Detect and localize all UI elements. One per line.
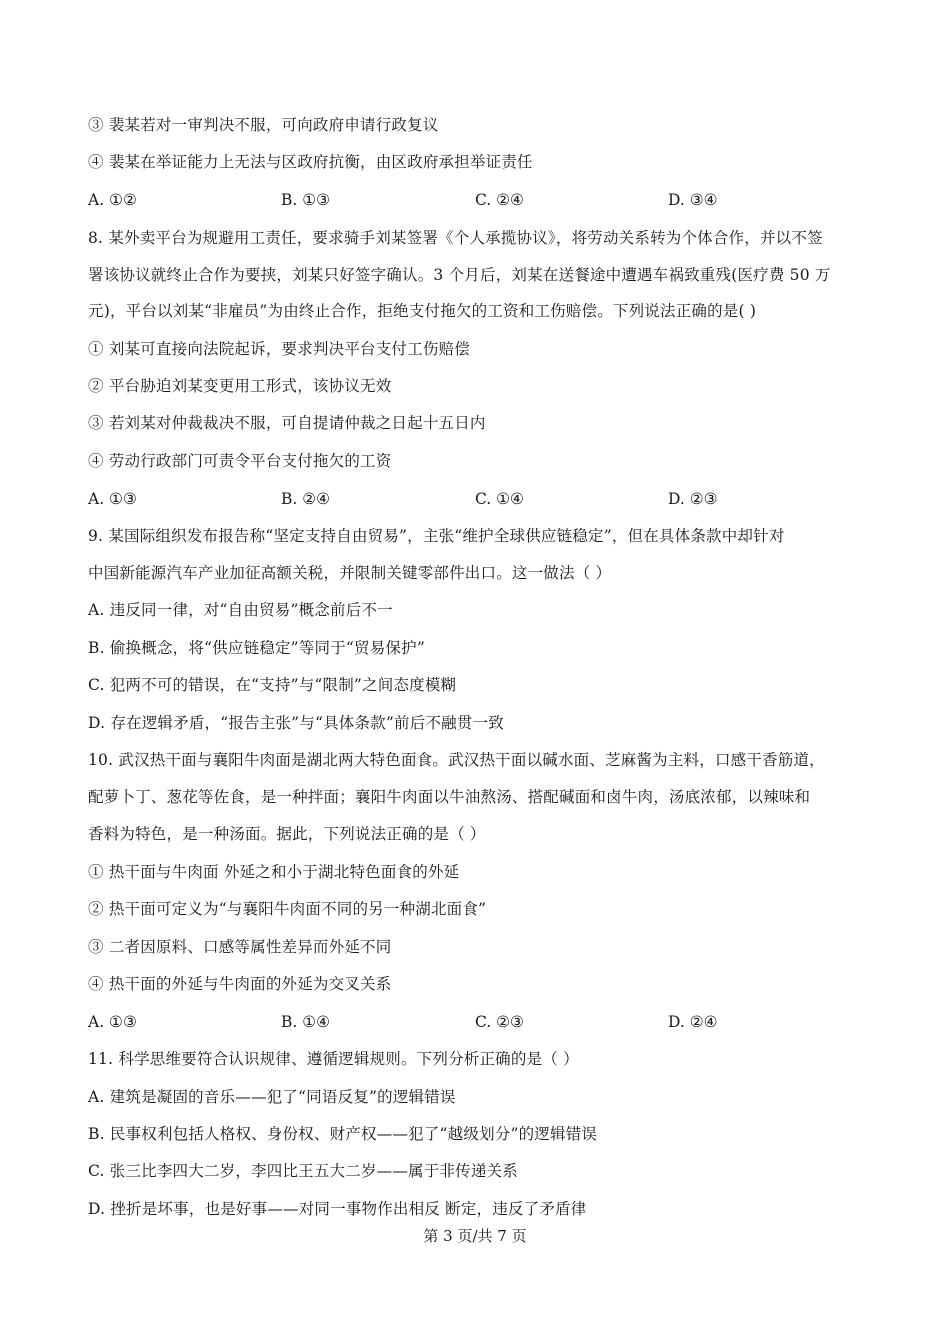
q11-option-c: C. 张三比李四大二岁，李四比王五大二岁——属于非传递关系 (88, 1162, 518, 1180)
q9-option-d: D. 存在逻辑矛盾，“报告主张”与“具体条款”前后不融贯一致 (88, 714, 504, 732)
q9-stem-line-2: 中国新能源汽车产业加征高额关税，并限制关键零部件出口。这一做法（ ） (88, 564, 612, 582)
option-c: C. ②④ (475, 191, 524, 209)
option-b: B. ①④ (281, 1013, 331, 1031)
q9-option-a: A. 违反同一律，对“自由贸易”概念前后不一 (88, 601, 393, 619)
q9-option-c: C. 犯两不可的错误，在“支持”与“限制”之间态度模糊 (88, 676, 457, 694)
q8-statement-1: ① 刘某可直接向法院起诉，要求判决平台支付工伤赔偿 (88, 340, 470, 358)
q7-statement-4: ④ 裴某在举证能力上无法与区政府抗衡，由区政府承担举证责任 (88, 153, 533, 171)
q10-statement-4: ④ 热干面的外延与牛肉面的外延为交叉关系 (88, 975, 392, 993)
q8-options (88, 489, 908, 509)
q9-stem-line-1: 9. 某国际组织发布报告称“坚定支持自由贸易”，主张“维护全球供应链稳定”，但在具体条款中却针对 (88, 527, 785, 545)
q8-statement-2: ② 平台胁迫刘某变更用工形式，该协议无效 (88, 377, 392, 395)
q10-stem-line-2: 配萝卜丁、葱花等佐食，是一种拌面；襄阳牛肉面以牛油熬汤、搭配碱面和卤牛肉，汤底浓郁，以辣味和 (88, 788, 811, 806)
q9-option-b: B. 偷换概念，将“供应链稳定”等同于“贸易保护” (88, 639, 425, 657)
q8-stem-line-3: 元)，平台以刘某“非雇员”为由终止合作，拒绝支付拖欠的工资和工伤赔偿。下列说法正确的是( ) (88, 302, 757, 320)
option-a: A. ①② (88, 191, 137, 209)
q11-stem: 11. 科学思维要符合认识规律、遵循逻辑规则。下列分析正确的是（ ） (88, 1050, 579, 1068)
q10-statement-1: ① 热干面与牛肉面 外延之和小于湖北特色面食的外延 (88, 863, 460, 881)
q10-stem-line-3: 香料为特色，是一种汤面。据此，下列说法正确的是（ ） (88, 825, 486, 843)
option-c: C. ①④ (475, 490, 524, 508)
q8-stem-line-2: 署该协议就终止合作为要挟，刘某只好签字确认。3 个月后，刘某在送餐途中遭遇车祸致重残(医疗费 50 万 (88, 266, 831, 284)
q10-statement-3: ③ 二者因原料、口感等属性差异而外延不同 (88, 938, 392, 956)
q10-options (88, 1012, 908, 1032)
q10-stem-line-1: 10. 武汉热干面与襄阳牛肉面是湖北两大特色面食。武汉热干面以碱水面、芝麻酱为主料，口感干香筋道， (88, 751, 825, 769)
q10-statement-2: ② 热干面可定义为“与襄阳牛肉面不同的另一种湖北面食” (88, 900, 487, 918)
q8-stem-line-1: 8. 某外卖平台为规避用工责任，要求骑手刘某签署《个人承揽协议》，将劳动关系转为个体合作，并以不签 (88, 229, 823, 247)
q7-statement-3: ③ 裴某若对一审判决不服，可向政府申请行政复议 (88, 116, 439, 134)
q11-option-b: B. 民事权利包括人格权、身份权、财产权——犯了“越级划分”的逻辑错误 (88, 1125, 598, 1143)
option-d: D. ②③ (668, 490, 718, 508)
q8-statement-4: ④ 劳动行政部门可责令平台支付拖欠的工资 (88, 452, 392, 470)
option-c: C. ②③ (475, 1013, 524, 1031)
option-b: B. ②④ (281, 490, 331, 508)
option-a: A. ①③ (88, 490, 137, 508)
option-b: B. ①③ (281, 191, 331, 209)
q11-option-a: A. 建筑是凝固的音乐——犯了“同语反复”的逻辑错误 (88, 1088, 456, 1106)
option-d: D. ③④ (668, 191, 718, 209)
page-footer: 第 3 页/共 7 页 (423, 1227, 527, 1245)
option-a: A. ①③ (88, 1013, 137, 1031)
q11-option-d: D. 挫折是坏事，也是好事——对同一事物作出相反 断定，违反了矛盾律 (88, 1200, 587, 1218)
q8-statement-3: ③ 若刘某对仲裁裁决不服，可自提请仲裁之日起十五日内 (88, 414, 486, 432)
option-d: D. ②④ (668, 1013, 718, 1031)
q7-options (88, 190, 908, 210)
